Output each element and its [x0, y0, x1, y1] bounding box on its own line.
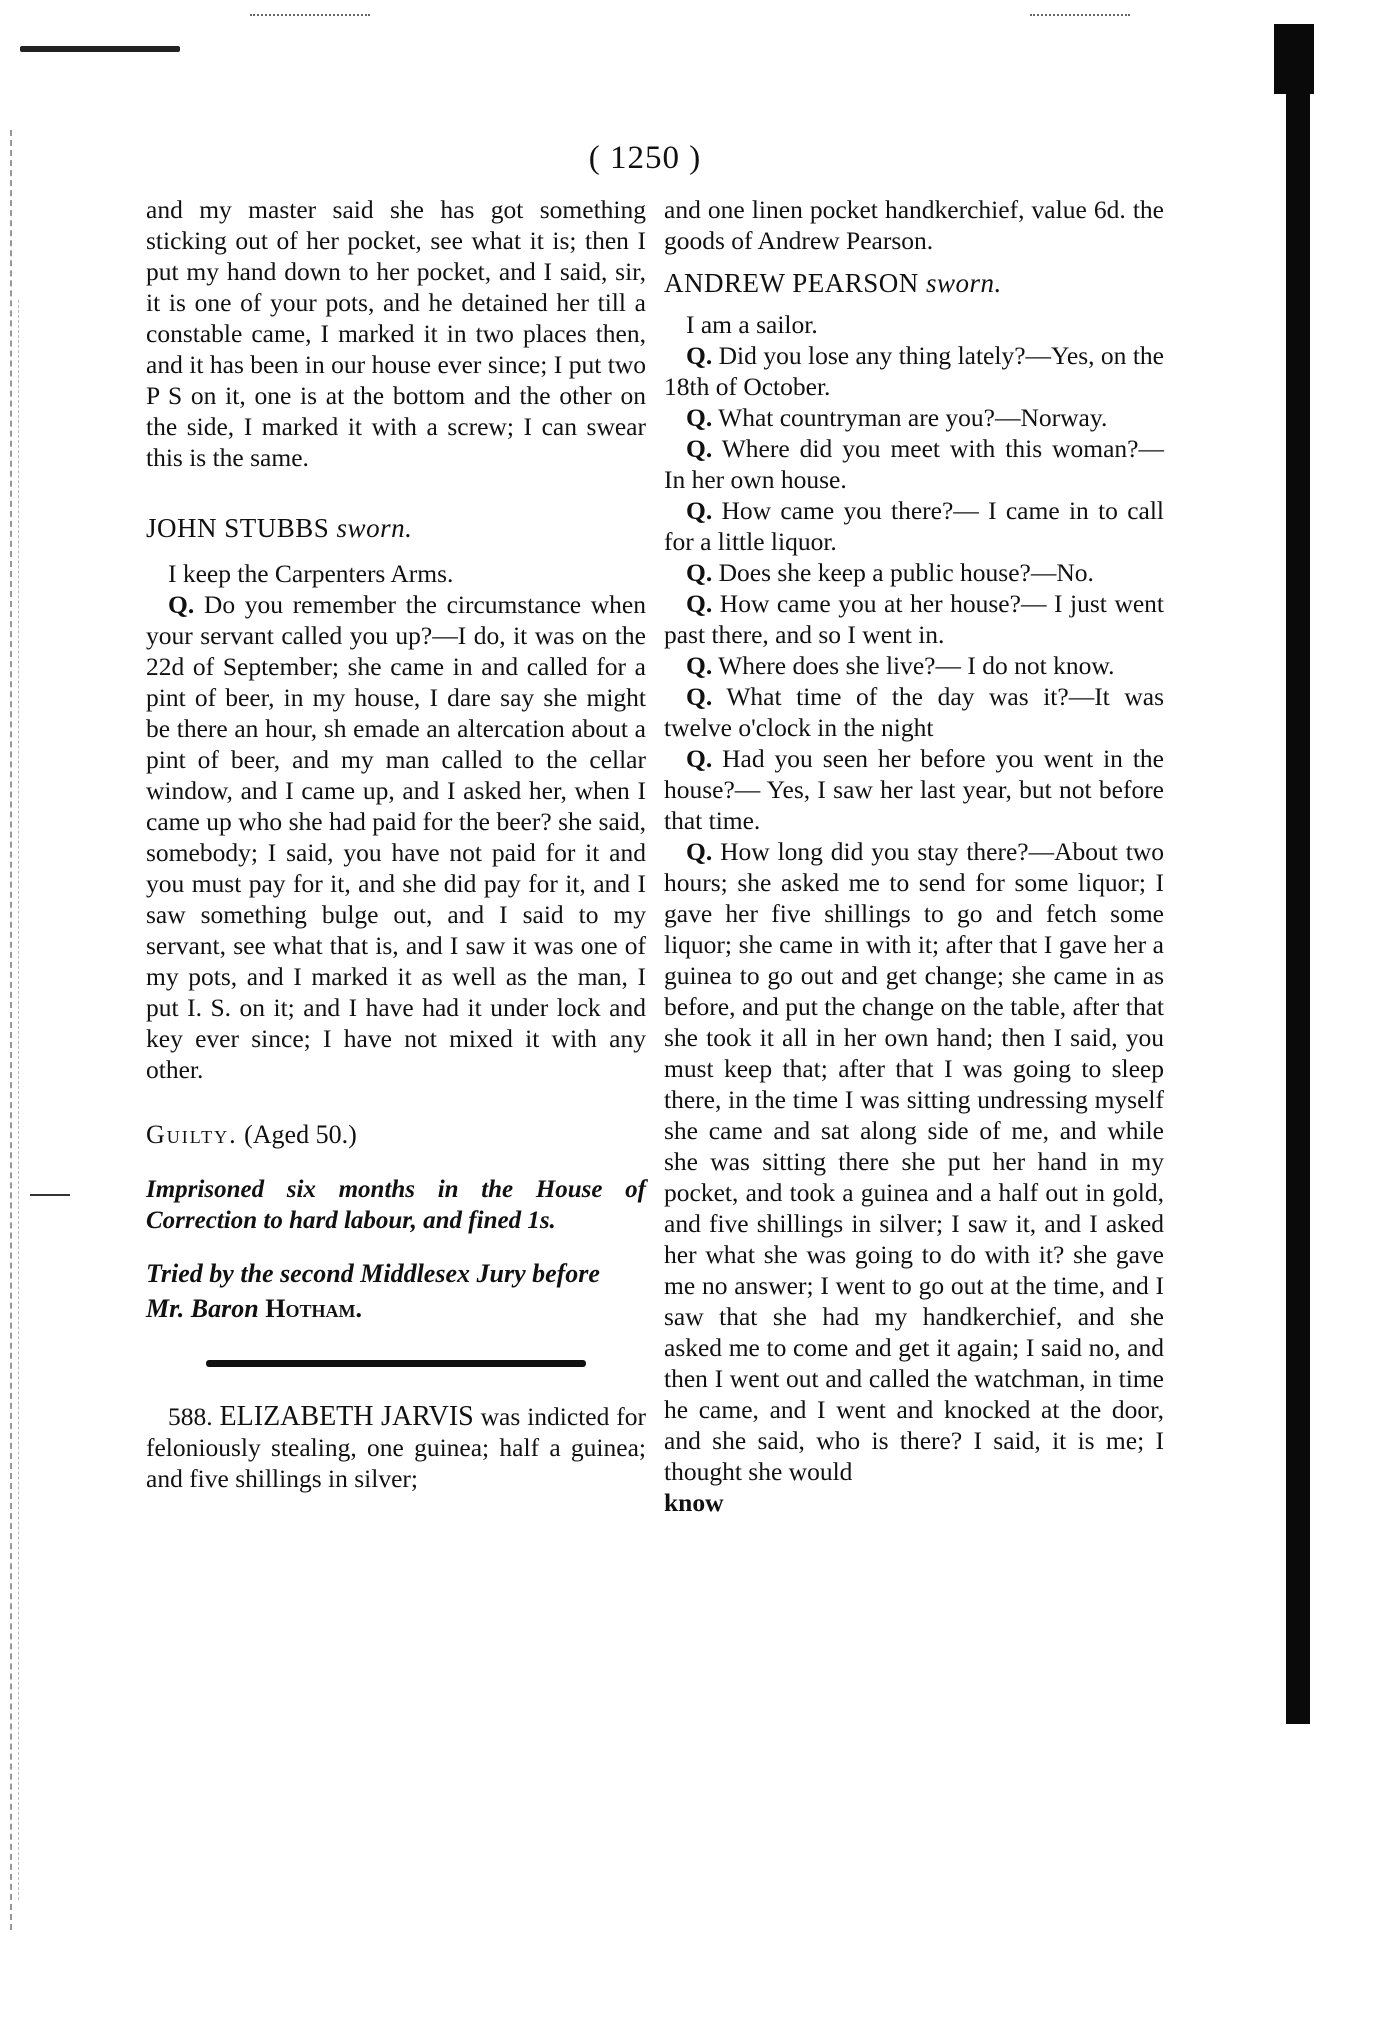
qa-item [664, 836, 1164, 1487]
question-mark: Q. [686, 558, 713, 587]
margin-artifact [30, 1194, 70, 1196]
tried-before-line: Tried by the second Middlesex Jury before [146, 1259, 600, 1288]
case-text: was indicted for feloniously stealing, one guinea; half a guinea; and five shillings in silver; [146, 1402, 647, 1493]
qa-text: Where does she live?— I do not know. [718, 651, 1115, 680]
qa-text: Did you lose any thing lately?—Yes, on the 18th of October. [664, 341, 1164, 401]
judge-title: Mr. Baron [146, 1294, 259, 1323]
binding-shadow [1286, 24, 1310, 1724]
question-mark: Q. [686, 589, 713, 618]
catchword: know [664, 1488, 724, 1517]
scan-artifact [250, 14, 370, 18]
right-column [664, 194, 1164, 1518]
qa-item [664, 402, 1164, 433]
verdict-label: Guilty. [146, 1120, 238, 1149]
question-mark: Q. [686, 682, 713, 711]
question-mark: Q. [686, 434, 713, 463]
qa-text: Had you seen her before you went in the house?— Yes, I saw her last year, but not before that time. [664, 744, 1165, 835]
qa-item [664, 433, 1164, 495]
question-mark: Q. [686, 837, 713, 866]
case-number: 588. [168, 1402, 213, 1431]
sentence: Imprisoned six months in the House of Correction to hard labour, and fined 1s. [146, 1176, 646, 1234]
qa-text: How came you there?— I came in to call for a little liquor. [664, 496, 1165, 556]
witness-heading [146, 513, 646, 544]
question-mark: Q. [686, 744, 713, 773]
judge-name: Hotham. [265, 1294, 362, 1323]
qa-item [664, 743, 1164, 836]
witness-name: JOHN STUBBS [146, 513, 330, 543]
question-mark: Q. [686, 403, 713, 432]
section-rule [206, 1360, 586, 1367]
witness-name: ANDREW PEARSON [664, 268, 919, 298]
left-column [146, 194, 646, 1494]
qa-text: Does she keep a public house?—No. [718, 558, 1094, 587]
witness-heading [664, 268, 1164, 299]
qa-item [664, 557, 1164, 588]
question-mark: Q. [686, 496, 713, 525]
qa-text: What time of the day was it?—It was twelve o'clock in the night [664, 682, 1164, 742]
qa-item [664, 650, 1164, 681]
qa-item [664, 495, 1164, 557]
witness-intro: I am a sailor. [686, 310, 818, 339]
witness-status: sworn. [926, 268, 1002, 298]
margin-artifact [18, 300, 21, 1900]
witness-intro: I keep the Carpenters Arms. [168, 559, 454, 588]
verdict [146, 1119, 646, 1150]
qa-item [664, 340, 1164, 402]
binding-shadow [1274, 24, 1314, 94]
case-defendant: ELIZABETH JARVIS [219, 1401, 474, 1432]
verdict-age: (Aged 50.) [244, 1120, 357, 1149]
scan-artifact [1030, 14, 1130, 18]
qa-text: What countryman are you?—Norway. [718, 403, 1108, 432]
question-mark: Q. [686, 341, 713, 370]
qa-item [664, 681, 1164, 743]
scan-artifact [20, 46, 180, 52]
qa-item [664, 588, 1164, 650]
testimony-paragraph [146, 589, 646, 1085]
tried-before [146, 1256, 646, 1326]
continuation-paragraph: and my master said she has got something sticking out of her pocket, see what it is; then I put my hand down to her pocket, and I said, sir, it is one of your pots, and he detained her till a constable came, I marked it in two places then, and it has been in our house ever since; I put two P S on it, one is at the bottom and the other on the side, I marked it with a screw; I can swear this is the same. [146, 195, 646, 472]
qa-text: Where did you meet with this woman?— In her own house. [664, 434, 1164, 494]
case-paragraph [146, 1401, 646, 1494]
margin-artifact [10, 130, 14, 1930]
testimony-text: Do you remember the circumstance when your servant called you up?—I do, it was on the 22d of September; she came in and called for a pint of beer, in my house, I dare say she might be there an hour, sh emade an altercation about a pint of beer, and my man called to the cellar window, and I came up, and I asked her, when I came up who she had paid for the beer? she said, somebody; I said, you have not paid for it and you must pay for it, and she did pay for it, and I saw something bulge out, and I said to my servant, see what that is, and I saw it was one of my pots, and I marked it as well as the man, I put I. S. on it; and I have had it under lock and key ever since; I have not mixed it with any other. [146, 590, 646, 1084]
question-mark: Q. [686, 651, 713, 680]
question-mark: Q. [168, 590, 195, 619]
continuation-paragraph: and one linen pocket handkerchief, value 6d. the goods of Andrew Pearson. [664, 195, 1164, 255]
qa-text: How came you at her house?— I just went past there, and so I went in. [664, 589, 1165, 649]
witness-status: sworn. [336, 513, 413, 543]
page-number: ( 1250 ) [588, 140, 702, 176]
qa-text: How long did you stay there?—About two hours; she asked me to send for some liquor; I gave her five shillings to go and fetch some liquor; she came in with it; after that I gave her a guinea to go out and get change; she came in as before, and put the change on the table, after that she took it all in her own hand; then I said, you must keep that; after that I was going to sleep there, in the time I was sitting undressing myself she came and sat along side of me, and while she was sitting there she put her hand in my pocket, and took a guinea and a half out in gold, and five shillings in silver; I saw it, and I asked her what she was going to do with it? she gave me no answer; I went to go out at the time, and I saw that she had my handkerchief, and she asked me to come and get it again; I said no, and then I went out and called the watchman, in time he came, and I went and knocked at the door, and she said, who is there? I said, it is me; I thought she would [664, 837, 1165, 1486]
